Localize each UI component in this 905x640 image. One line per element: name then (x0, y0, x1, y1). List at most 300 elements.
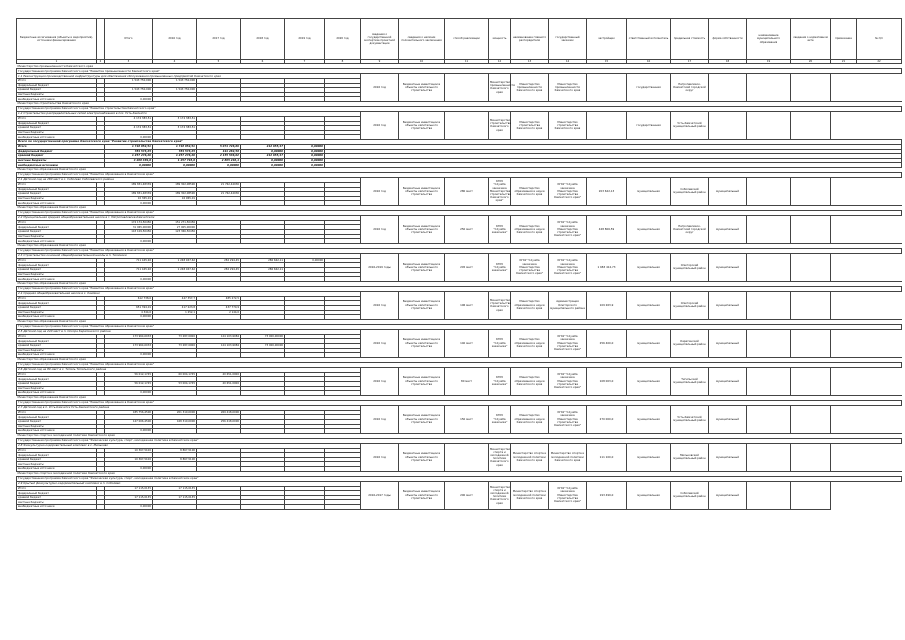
finance-value: 3 174 383,51 (153, 126, 197, 131)
column-header: застройщик (587, 19, 627, 60)
column-header: 2020 год (325, 19, 361, 60)
program-heading-text: Государственная программа Камчатского края "Развитие образования в Камчатском крае" (17, 324, 902, 329)
object-year: 2016 год (361, 405, 399, 433)
finance-value: 437 770,9 (197, 306, 241, 311)
finance-source-label: федеральный бюджет (17, 83, 97, 88)
finance-value: 73 000,00000 (241, 334, 285, 339)
totals-value: 1 718 852,51 (105, 144, 153, 149)
object-developer: КГКУ "Служба заказчика Министерства строительства Камчатского края" (549, 253, 587, 281)
object-title: 1.2 Строительство распределительных сетей электроснабжения в пос. Усть-Камчатск (17, 111, 361, 116)
object-index (791, 291, 831, 319)
finance-source-label: краевой бюджет (17, 381, 97, 386)
totals-label: Итого (17, 144, 105, 149)
object-developer: КГКУ "Служба заказчика Министерства строительства Камчатского края" (549, 405, 587, 433)
object-index (791, 443, 831, 471)
finance-value: 147 006,4500 (105, 419, 153, 424)
object-manager: Министерство строительства Камчатского края (489, 291, 511, 319)
finance-value: 73 287,0000 (153, 334, 197, 339)
finance-source-label: внебюджетные источники (17, 97, 97, 102)
object-index (791, 481, 831, 509)
finance-value: 124 103,9984 (197, 334, 241, 339)
finance-value: 0,00000 (105, 429, 153, 434)
object-developer: КГКУ "Служба заказчика Министерства строительства Камчатского края" (549, 215, 587, 243)
finance-source-label: местные бюджеты (17, 196, 97, 201)
finance-source-label: местные бюджеты (17, 424, 97, 429)
finance-value: 0,00000 (285, 258, 325, 263)
finance-source-label: федеральный бюджет (17, 301, 97, 306)
finance-value: 286 662,11 (241, 258, 285, 263)
totals-value: 0,00000 (153, 163, 197, 168)
finance-source-label: внебюджетные источники (17, 353, 97, 358)
totals-value: 0,00000 (241, 158, 285, 163)
finance-source-label: федеральный бюджет (17, 121, 97, 126)
section-heading-text: Министерство образования Камчатского края (17, 357, 902, 362)
object-act: муниципальный (709, 367, 747, 395)
totals-value: 2 155 536,02 (197, 154, 241, 159)
finance-source-label: краевой бюджет (17, 268, 97, 273)
finance-value: 40 651,0000 (197, 372, 241, 377)
column-number: 7 (285, 60, 325, 64)
object-customer: Министерство промышленности Камчатского края (511, 74, 549, 102)
finance-value: 174 174,50456 (105, 220, 153, 225)
finance-spacer (97, 505, 105, 510)
finance-source-label: краевой бюджет (17, 495, 97, 500)
object-manager: КГКУ "Служба заказчика" (489, 367, 511, 395)
finance-source-label: внебюджетные источники (17, 467, 97, 472)
finance-value: 3 174 383,51 (153, 116, 197, 121)
object-ownership: муниципальная (627, 367, 671, 395)
totals-value: 1 257 276,26 (153, 154, 197, 159)
object-customer: Министерство спорта и молодежной политики Камчатского края (511, 443, 549, 471)
finance-source-label: Итого (17, 258, 97, 263)
column-header: государственный заказчик (549, 19, 587, 60)
finance-value: 151 271,50456 (153, 220, 197, 225)
finance-value: 189 831,48339 (105, 192, 153, 197)
finance-value: 168 310,0000 (153, 419, 197, 424)
object-index (791, 329, 831, 357)
object-title: 1.1 Реконструкция производственной инфраструктуры для обеспечения обслуживания промышленных предприятий Камчатского края (17, 74, 361, 79)
object-customer: Министерство образования и науки Камчатского края (511, 367, 549, 395)
finance-value: 711 445,92 (105, 268, 153, 273)
column-number: 11 (445, 60, 489, 64)
object-implementation-type: Бюджетные инвестиции в объекты капитального строительства (399, 177, 445, 205)
section-heading-text: Министерство образования Камчатского края (17, 243, 902, 248)
totals-value: 784 573,25 (153, 149, 197, 154)
totals-value: 0,00000 (285, 149, 325, 154)
column-header: ответственный исполнитель (627, 19, 671, 60)
finance-value: 73 287,0000 (153, 343, 197, 348)
object-manager: КГКУ "Служба заказчика" (489, 253, 511, 281)
finance-value: 1 252,1 (153, 310, 197, 315)
finance-source-label: федеральный бюджет (17, 377, 97, 382)
finance-value: 1 248 947,62 (153, 258, 197, 263)
object-title: 2.3 Строительство основной общеобразовательной школы в п. Тиличики (17, 253, 361, 258)
object-ownership: муниципальная (627, 481, 671, 509)
column-number: 9 (361, 60, 399, 64)
finance-value: 485 272,5 (197, 296, 241, 301)
finance-source-label: внебюджетные источники (17, 429, 97, 434)
finance-source-label: местные бюджеты (17, 130, 97, 135)
header-row (17, 19, 902, 60)
object-act: муниципальный (709, 215, 747, 243)
finance-source-label: краевой бюджет (17, 457, 97, 462)
object-cost (587, 74, 627, 102)
finance-value: 2 144,0 (197, 310, 241, 315)
object-manager: Министерство промышленности Камчатского края (489, 74, 511, 102)
object-customer: Министерство образования и науки Камчатского края (511, 177, 549, 205)
object-implementation-type: Бюджетные инвестиции в объекты капитального строительства (399, 253, 445, 281)
column-number: 5 (197, 60, 241, 64)
totals-value: 1 257 276,26 (105, 154, 153, 159)
object-note (747, 481, 791, 509)
column-number: 6 (241, 60, 285, 64)
object-title: 2.6 Детский сад на 80 мест в с. Тигиль Тигильского района (17, 367, 361, 372)
object-ownership: муниципальная (627, 177, 671, 205)
finance-value: 4 344,6 (105, 310, 153, 315)
finance-source-label: Итого (17, 448, 97, 453)
object-year: 2016-2019 годы (361, 253, 399, 281)
object-year: 2016 год (361, 177, 399, 205)
object-manager: КГКУ "Служба заказчика Министерства строительства Камчатского края" (489, 177, 511, 205)
object-manager: Министерство спорта и молодежной политики Камчатского края (489, 481, 511, 509)
object-act: муниципальный (709, 481, 747, 509)
object-note (747, 443, 791, 471)
finance-value: 1 248 947,62 (153, 268, 197, 273)
object-capacity: 150 мест (445, 405, 489, 433)
finance-value: 447 357,7 (153, 296, 197, 301)
column-number: 20 (791, 60, 831, 64)
finance-value: 0,00000 (105, 353, 153, 358)
finance-value: 0,00000 (105, 97, 153, 102)
object-municipality: Тигильский муниципальный район (671, 367, 709, 395)
column-number: 17 (671, 60, 709, 64)
finance-source-label: Итого (17, 372, 97, 377)
object-customer: Министерство строительства Камчатского края (511, 111, 549, 139)
finance-source-label: федеральный бюджет (17, 339, 97, 344)
object-title: 2.5 Детский сад на 240 мест в п. Оссора Карагинского района (17, 329, 361, 334)
program-heading-text: Государственная программа Камчатского края "Физическая культура, спорт, молодежная политика в Камчатском крае" (17, 438, 902, 443)
object-ownership: государственная (627, 111, 671, 139)
object-act: муниципальный (709, 253, 747, 281)
object-index (791, 74, 831, 102)
column-number: 22 (857, 60, 902, 64)
object-act: муниципальный (709, 291, 747, 319)
program-heading-text: Государственная программа Камчатского края "Развитие образования в Камчатском крае" (17, 286, 902, 291)
finance-value: 17 115,0135 (105, 495, 153, 500)
object-manager: КГКУ "Служба заказчика" (489, 329, 511, 357)
object-customer: Министерство образования и науки Камчатского края (511, 329, 549, 357)
finance-value: 0,00000 (105, 239, 153, 244)
finance-value: 8 867,5100 (153, 448, 197, 453)
finance-value: 189 302,08590 (153, 182, 197, 187)
object-capacity (445, 74, 489, 102)
finance-value: 8 867,5100 (153, 457, 197, 462)
finance-source-label: краевой бюджет (17, 192, 97, 197)
object-implementation-type: Бюджетные инвестиции в объекты капитального строительства (399, 367, 445, 395)
finance-value (197, 505, 241, 510)
totals-value: 191 282,56 (197, 149, 241, 154)
column-header: примечание (831, 19, 857, 60)
totals-value: 212 655,47 (241, 154, 285, 159)
object-note (747, 74, 791, 102)
object-municipality: Петропавловск-Камчатский городской округ (671, 215, 709, 243)
object-act (709, 111, 747, 139)
spreadsheet-document (16, 18, 891, 510)
object-act: муниципальный (709, 177, 747, 205)
column-header: сведения о нормативном акте (791, 19, 831, 60)
finance-source-label: внебюджетные источники (17, 201, 97, 206)
object-cost: 203 622,13 (587, 177, 627, 205)
finance-source-label: краевой бюджет (17, 306, 97, 311)
program-heading-text: Государственная программа Камчатского края "Развитие образования в Камчатском крае" (17, 248, 902, 253)
object-index (791, 111, 831, 139)
finance-value (153, 505, 197, 510)
section-heading-text: Министерство промышленности Камчатского края (17, 64, 902, 69)
object-cost: 270 000,0 (587, 405, 627, 433)
totals-label: федеральный бюджет (17, 149, 105, 154)
object-manager: КГКУ "Служба заказчика" (489, 405, 511, 433)
totals-value: 0,00000 (241, 163, 285, 168)
object-municipality: Усть-Камчатский муниципальный район (671, 405, 709, 433)
column-header (97, 19, 105, 60)
finance-source-label: Итого (17, 116, 97, 121)
object-title: 2.9 Крытый физкультурно-оздоровительный комплекс в п. Соболево (17, 481, 361, 486)
object-cost: 109 263,9 (587, 291, 627, 319)
finance-value: 17 115,0135 (105, 486, 153, 491)
column-number: 18 (709, 60, 747, 64)
totals-value: 4 268 339,0 (105, 158, 153, 163)
column-header: наименование главного распорядителя (511, 19, 549, 60)
finance-source-label: краевой бюджет (17, 126, 97, 131)
object-capacity (445, 111, 489, 139)
column-number: 13 (511, 60, 549, 64)
finance-source-label: краевой бюджет (17, 88, 97, 93)
finance-source-label: местные бюджеты (17, 462, 97, 467)
column-header: сведения о наличии положительного заключения (399, 19, 445, 60)
object-implementation-type: Бюджетные инвестиции в объекты капитального строительства (399, 291, 445, 319)
object-municipality: Мильковский муниципальный район (671, 443, 709, 471)
object-title: 2.8 Физкультурно-оздоровительный комплекс в с. Мильково (17, 443, 361, 448)
finance-value: 189 831,48339 (105, 182, 153, 187)
object-capacity: 140 мест (445, 329, 489, 357)
object-year: 2016 год (361, 215, 399, 243)
totals-value: 2 865 246,1 (197, 158, 241, 163)
column-header: мощность (489, 19, 511, 60)
finance-value: 10 367,5100 (105, 457, 153, 462)
column-header: 2016 год (153, 19, 197, 60)
object-developer: КГКУ "Служба заказчика Министерства строительства Камчатского края" (549, 367, 587, 395)
finance-source-label: федеральный бюджет (17, 491, 97, 496)
totals-label: местные бюджеты (17, 158, 105, 163)
finance-value: 17 115,0135 (153, 495, 197, 500)
column-number: 14 (549, 60, 587, 64)
finance-source-label: внебюджетные источники (17, 315, 97, 320)
finance-source-label: федеральный бюджет (17, 187, 97, 192)
totals-label: краевой бюджет (17, 154, 105, 159)
object-capacity: 80 мест (445, 367, 489, 395)
column-number: 21 (831, 60, 857, 64)
section-heading-text: Министерство образования Камчатского края (17, 167, 902, 172)
object-note (747, 215, 791, 243)
object-ownership: муниципальная (627, 329, 671, 357)
object-customer: Министерство образования и науки Камчатского края (511, 291, 549, 319)
finance-source-label: местные бюджеты (17, 310, 97, 315)
finance-value: 282 294,45 (197, 258, 241, 263)
column-number: 15 (587, 60, 627, 64)
finance-value: 0,00000 (105, 505, 153, 510)
finance-empty (325, 505, 361, 510)
object-municipality: Петропавловск-Камчатский городской округ (671, 74, 709, 102)
finance-source-label: местные бюджеты (17, 234, 97, 239)
program-heading-text: Государственная программа Камчатского края "Развитие строительства Камчатского края" (17, 106, 902, 111)
totals-value: 0,00000 (285, 163, 325, 168)
object-cost: 256 400,0 (587, 329, 627, 357)
section-heading-text: Министерство строительства Камчатского края (17, 101, 902, 106)
finance-source-label: внебюджетные источники (17, 391, 97, 396)
object-title: 2.1 Детский сад на 280 мест в с. Соболево Соболевского района (17, 177, 361, 182)
totals-value: 0,00000 (241, 149, 285, 154)
object-note (747, 291, 791, 319)
object-implementation-type: Бюджетные инвестиции в объекты капитального строительства (399, 481, 445, 509)
object-manager: Министерство спорта и молодежной политики Камчатского края (489, 443, 511, 471)
object-title: 2.7 Детский сад в п. Усть-Камчатск Усть-Камчатского района (17, 405, 361, 410)
finance-value: 17 115,0135 (153, 486, 197, 491)
object-index (791, 177, 831, 205)
finance-value: 173 964,0033 (105, 343, 153, 348)
object-municipality: Усть-Камчатский муниципальный район (671, 111, 709, 139)
object-year: 2016 год (361, 74, 399, 102)
object-cost: 428 806,59 (587, 215, 627, 243)
object-title: 2.2 Муниципальная средняя общеобразовательная школа в г. Петропавловске-Камчатском (17, 215, 361, 220)
object-cost: 111 100,0 (587, 443, 627, 471)
finance-value: 143 109,50456 (105, 230, 153, 235)
object-developer: Администрация Олюторского муниципального района (549, 291, 587, 319)
column-number: 12 (489, 60, 511, 64)
column-header: Бюджетные ассигнования (объекты и мероприятия), источники финансирования (17, 19, 97, 60)
object-ownership: муниципальная (627, 443, 671, 471)
finance-value: 53 004,1745 (153, 381, 197, 386)
object-implementation-type: Бюджетные инвестиции в объекты капитального строительства (399, 329, 445, 357)
column-number: 1 (17, 60, 97, 64)
investment-table (16, 18, 902, 510)
finance-source-label: внебюджетные источники (17, 505, 97, 510)
totals-value: 0,00000 (197, 163, 241, 168)
object-customer: Министерство образования и науки Камчатского края (511, 405, 549, 433)
program-heading-text: Государственная программа Камчатского края "Развитие образования в Камчатском крае" (17, 362, 902, 367)
section-heading-text: Министерство образования Камчатского края (17, 319, 902, 324)
finance-value: 31 065,00000 (105, 225, 153, 230)
object-note (747, 405, 791, 433)
finance-value (285, 505, 325, 510)
object-implementation-type: Бюджетные инвестиции в объекты капитального строительства (399, 74, 445, 102)
object-municipality: Соболевский муниципальный район (671, 177, 709, 205)
finance-value: 0,00000 (105, 315, 153, 320)
finance-source-label: Итого (17, 410, 97, 415)
object-cost: 193 499,0 (587, 481, 627, 509)
column-header: 2018 год (241, 19, 285, 60)
finance-value: 1 543 750,000 (105, 88, 153, 93)
column-header: форма собственности (709, 19, 747, 60)
finance-value: 60 004,1745 (153, 372, 197, 377)
finance-source-label: местные бюджеты (17, 500, 97, 505)
finance-source-label: Итого (17, 486, 97, 491)
finance-value: 269 418,0000 (197, 410, 241, 415)
finance-value: 123 366,50456 (153, 230, 197, 235)
object-act: муниципальный (709, 443, 747, 471)
object-manager: КГКУ "Служба заказчика" (489, 215, 511, 243)
object-ownership: муниципальная (627, 291, 671, 319)
object-customer: КГКУ "Служба заказчика Министерства строительства Камчатского края" (511, 253, 549, 281)
object-developer: КГКУ "Служба заказчика Министерства строительства Камчатского края" (549, 329, 587, 357)
section-heading-text: Министерство спорта и молодежной политики Камчатского края (17, 471, 902, 476)
column-number: 3 (105, 60, 153, 64)
object-customer: Министерство спорта и молодежной политики Камчатского края (511, 481, 549, 509)
object-manager: Министерство строительства Камчатского края (489, 111, 511, 139)
object-year: 2016 год (361, 111, 399, 139)
object-index (791, 367, 831, 395)
column-number: 4 (153, 60, 197, 64)
finance-value: 0,00000 (105, 201, 153, 206)
totals-value: 784 573,25 (105, 149, 153, 154)
totals-value: 212 655,47 (241, 144, 285, 149)
column-header: 2017 год (197, 19, 241, 60)
finance-value: 10 367,5100 (105, 448, 153, 453)
object-title: 2.4 Средняя общеобразовательная школа в с. Хаилино (17, 291, 361, 296)
finance-source-label: краевой бюджет (17, 230, 97, 235)
finance-value: 286 662,11 (241, 268, 285, 273)
finance-value: 4 174 383,51 (105, 116, 153, 121)
totals-value: 0,00000 (285, 144, 325, 149)
object-ownership: муниципальная (627, 215, 671, 243)
totals-value: 0,00000 (285, 154, 325, 159)
finance-value: 1 543 750,000 (153, 79, 197, 84)
finance-source-label: внебюджетные источники (17, 135, 97, 140)
finance-value (241, 505, 285, 510)
object-implementation-type: Бюджетные инвестиции в объекты капитального строительства (399, 443, 445, 471)
column-header: Итого (105, 19, 153, 60)
object-year: 2016 год (361, 443, 399, 471)
column-number: 16 (627, 60, 671, 64)
finance-value: 21 762,44930 (197, 192, 241, 197)
object-municipality: Соболевский муниципальный район (671, 481, 709, 509)
section-heading-text: Министерство образования Камчатского края (17, 281, 902, 286)
finance-value: 1 543 750,000 (105, 79, 153, 84)
totals-value: 0,00000 (105, 163, 153, 168)
object-index (791, 405, 831, 433)
finance-value: 4 174 383,51 (105, 126, 153, 131)
object-municipality: Олюторский муниципальный район (671, 291, 709, 319)
column-number: 19 (747, 60, 791, 64)
object-capacity: 250 мест (445, 215, 489, 243)
program-heading-text: Государственная программа Камчатского края "Развитие образования в Камчатском крае" (17, 400, 902, 405)
finance-value: 189 302,08590 (153, 192, 197, 197)
finance-source-label: Итого (17, 182, 97, 187)
section-heading-text: Министерство образования Камчатского края (17, 395, 902, 400)
object-ownership: государственная (627, 74, 671, 102)
finance-source-label: местные бюджеты (17, 272, 97, 277)
object-developer: КГКУ "Служба заказчика Министерства строительства Камчатского края" (549, 481, 587, 509)
object-year: 2016 год (361, 291, 399, 319)
finance-source-label: федеральный бюджет (17, 225, 97, 230)
object-cost: 108 003,0 (587, 367, 627, 395)
finance-source-label: местные бюджеты (17, 348, 97, 353)
finance-value: 173 964,0033 (105, 334, 153, 339)
finance-value: 16 965,01 (153, 196, 197, 201)
finance-source-label: местные бюджеты (17, 386, 97, 391)
finance-source-label: краевой бюджет (17, 419, 97, 424)
object-implementation-type: Бюджетные инвестиции в объекты капитального строительства (399, 111, 445, 139)
finance-source-label: внебюджетные источники (17, 277, 97, 282)
